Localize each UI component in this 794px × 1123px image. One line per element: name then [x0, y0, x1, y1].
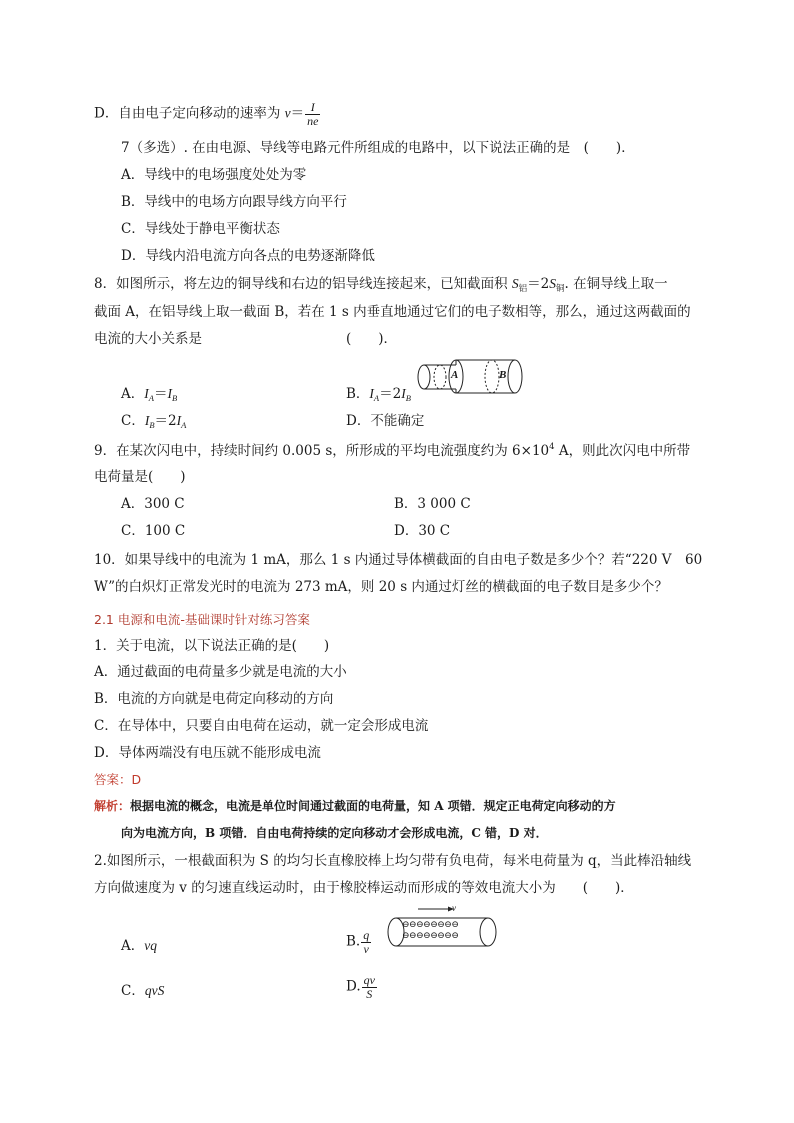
q8-line-3: 电流的大小关系是	[94, 331, 202, 347]
fraction-q-over-v	[361, 929, 371, 955]
a1-option-b: B．电流的方向就是电荷定向移动的方向	[94, 691, 334, 707]
q9-option-b: B．3 000 C	[394, 496, 471, 512]
q7-stem: 7（多选）. 在由电源、导线等电路元件所组成的电路中，以下说法正确的是 ( )．	[121, 140, 635, 156]
subscript-al: 铝	[518, 284, 528, 294]
q7-option-a: A．导线中的电场强度处处为零	[121, 167, 307, 183]
negative-charge-icon: ⊖	[437, 920, 445, 930]
negative-charge-icon: ⊖	[416, 920, 424, 930]
var-i: I	[167, 386, 172, 401]
subscript-a: A	[148, 393, 154, 403]
subscript-a: A	[181, 420, 187, 430]
prev-option-d	[94, 101, 320, 127]
a1-answer	[94, 772, 141, 787]
explanation-label: 解析：	[94, 799, 131, 813]
q8-option-a	[121, 386, 177, 403]
q8-option-b	[346, 386, 411, 403]
fraction-qv-over-s	[362, 974, 377, 1000]
a1-explanation-line-1	[94, 799, 616, 813]
a1-option-a: A．通过截面的电荷量多少就是电流的大小	[94, 664, 347, 680]
q8-answer-paren: ( )．	[346, 331, 398, 347]
var-s: S	[511, 276, 519, 291]
option-prefix: B．	[346, 386, 370, 402]
var-i: I	[144, 413, 150, 428]
option-prefix: C．	[121, 983, 145, 999]
wire-label-b: B	[499, 369, 507, 381]
a1-option-c: C．在导体中，只要自由电荷在运动，就一定会形成电流	[94, 718, 429, 734]
fraction-numerator: q	[363, 928, 370, 942]
q8-line-1-tail: . 在铜导线上取一	[564, 276, 668, 292]
fraction-i-over-ne	[305, 101, 320, 127]
var-i: I	[144, 386, 149, 401]
option-value: qvS	[144, 983, 165, 998]
subscript-a: A	[373, 393, 380, 403]
equals-sign: ＝	[153, 386, 168, 402]
var-i: I	[176, 413, 182, 428]
q8-line-1	[94, 276, 668, 294]
q7-option-d: D．导线内沿电流方向各点的电势逐渐降低	[121, 248, 375, 264]
negative-charge-icon: ⊖	[409, 920, 417, 930]
option-value: vq	[144, 938, 157, 953]
negative-charge-icon: ⊖	[444, 931, 452, 941]
fraction-denominator: v	[363, 941, 369, 956]
negative-charge-icon: ⊖	[423, 920, 431, 930]
q8-option-d: D．不能确定	[346, 413, 425, 429]
negative-charge-icon: ⊖	[430, 931, 438, 941]
subscript-b: B	[149, 420, 155, 430]
q9-line-1-text: 9．在某次闪电中，持续时间约 0.005 s，所形成的平均电流强度约为 6×10	[94, 443, 550, 459]
option-prefix: B.	[346, 933, 361, 950]
equals-sign: ＝	[154, 413, 169, 429]
fraction-denominator: S	[366, 986, 373, 1001]
q9-option-c: C．100 C	[121, 523, 186, 539]
negative-charge-icon: ⊖	[437, 931, 445, 941]
a2-line-2: 方向做速度为 v 的匀速直线运动时，由于橡胶棒运动而形成的等效电流大小为 ( )．	[94, 880, 634, 896]
a2-line-1: 2.如图所示，一根截面积为 S 的均匀长直橡胶棒上均匀带有负电荷，每米电荷量为 q，当此棒沿轴线	[94, 853, 692, 869]
negative-charge-icon: ⊖	[416, 931, 424, 941]
rod-charges-row-2	[402, 931, 458, 942]
q9-line-2: 电荷量是( )	[94, 469, 186, 485]
subscript-b: B	[405, 393, 411, 403]
answer-value: D	[131, 772, 142, 787]
prev-option-d-text: D．自由电子定向移动的速率为	[94, 105, 285, 122]
option-prefix: A．	[121, 386, 145, 402]
exponent: 4	[549, 442, 555, 452]
subscript-b: B	[171, 393, 178, 403]
equals-two: ＝2	[527, 276, 550, 292]
negative-charge-icon: ⊖	[402, 931, 410, 941]
equals-sign: ＝	[290, 105, 305, 122]
q7-option-b: B．导线中的电场方向跟导线方向平行	[121, 194, 347, 210]
coefficient-two: 2	[392, 386, 402, 402]
fraction-numerator: I	[305, 101, 320, 115]
equals-sign: ＝	[379, 386, 393, 402]
q9-line-1-tail: A，则此次闪电中所带	[554, 443, 691, 459]
rod-charges-row-1	[402, 920, 458, 931]
option-prefix: C．	[121, 413, 145, 429]
negative-charge-icon: ⊖	[451, 920, 459, 930]
rod-velocity-label: v	[452, 903, 456, 913]
var-i: I	[369, 386, 374, 401]
a1-option-d: D．导体两端没有电压就不能形成电流	[94, 745, 321, 761]
a1-stem: 1．关于电流，以下说法正确的是( )	[94, 638, 330, 654]
q8-option-c	[121, 413, 186, 430]
negative-charge-icon: ⊖	[402, 920, 410, 930]
negative-charge-icon: ⊖	[423, 931, 431, 941]
var-s: S	[549, 276, 556, 291]
answers-section-header: 2.1 电源和电流-基础课时针对练习答案	[94, 612, 310, 627]
negative-charge-icon: ⊖	[451, 931, 459, 941]
q9-line-1	[94, 442, 690, 459]
a1-explanation-line-2: 向为电流方向，B 项错．自由电荷持续的定向移动才会形成电流，C 错，D 对．	[121, 826, 548, 840]
negative-charge-icon: ⊖	[430, 920, 438, 930]
fraction-denominator: ne	[307, 113, 319, 128]
var-i: I	[401, 386, 406, 401]
q8-line-2: 截面 A，在铝导线上取一截面 B，若在 1 s 内垂直地通过它们的电子数相等，那么，通过这两截面的	[94, 304, 691, 320]
q9-option-a: A．300 C	[121, 496, 185, 512]
wire-figure	[412, 356, 524, 396]
var-v: v	[284, 105, 291, 121]
a2-option-c	[121, 983, 164, 999]
a2-option-b	[346, 929, 371, 955]
q10-line-1: 10．如果导线中的电流为 1 mA，那么 1 s 内通过导体横截面的自由电子数是多少个？若“220 V 60	[94, 552, 703, 568]
coefficient-two: 2	[168, 413, 177, 429]
a2-option-a	[121, 938, 157, 954]
q9-option-d: D．30 C	[394, 523, 451, 539]
a2-option-d	[346, 974, 377, 1000]
option-prefix: A．	[121, 938, 145, 954]
q8-line-1-text: 8．如图所示，将左边的铜导线和右边的铝导线连接起来，已知截面积	[94, 276, 512, 292]
fraction-numerator: qv	[363, 973, 375, 987]
option-prefix: D.	[346, 978, 361, 995]
subscript-cu: 铜	[556, 284, 565, 294]
answer-label: 答案：	[94, 772, 132, 787]
negative-charge-icon: ⊖	[444, 920, 452, 930]
q10-line-2: W”的白炽灯正常发光时的电流为 273 mA，则 20 s 内通过灯丝的横截面的电子数目是多少个？	[94, 579, 668, 595]
explanation-text: 根据电流的概念，电流是单位时间通过截面的电荷量，知 A 项错．规定正电荷定向移动的方	[130, 799, 616, 813]
negative-charge-icon: ⊖	[409, 931, 417, 941]
q7-option-c: C．导线处于静电平衡状态	[121, 221, 280, 237]
wire-label-a: A	[451, 369, 459, 381]
